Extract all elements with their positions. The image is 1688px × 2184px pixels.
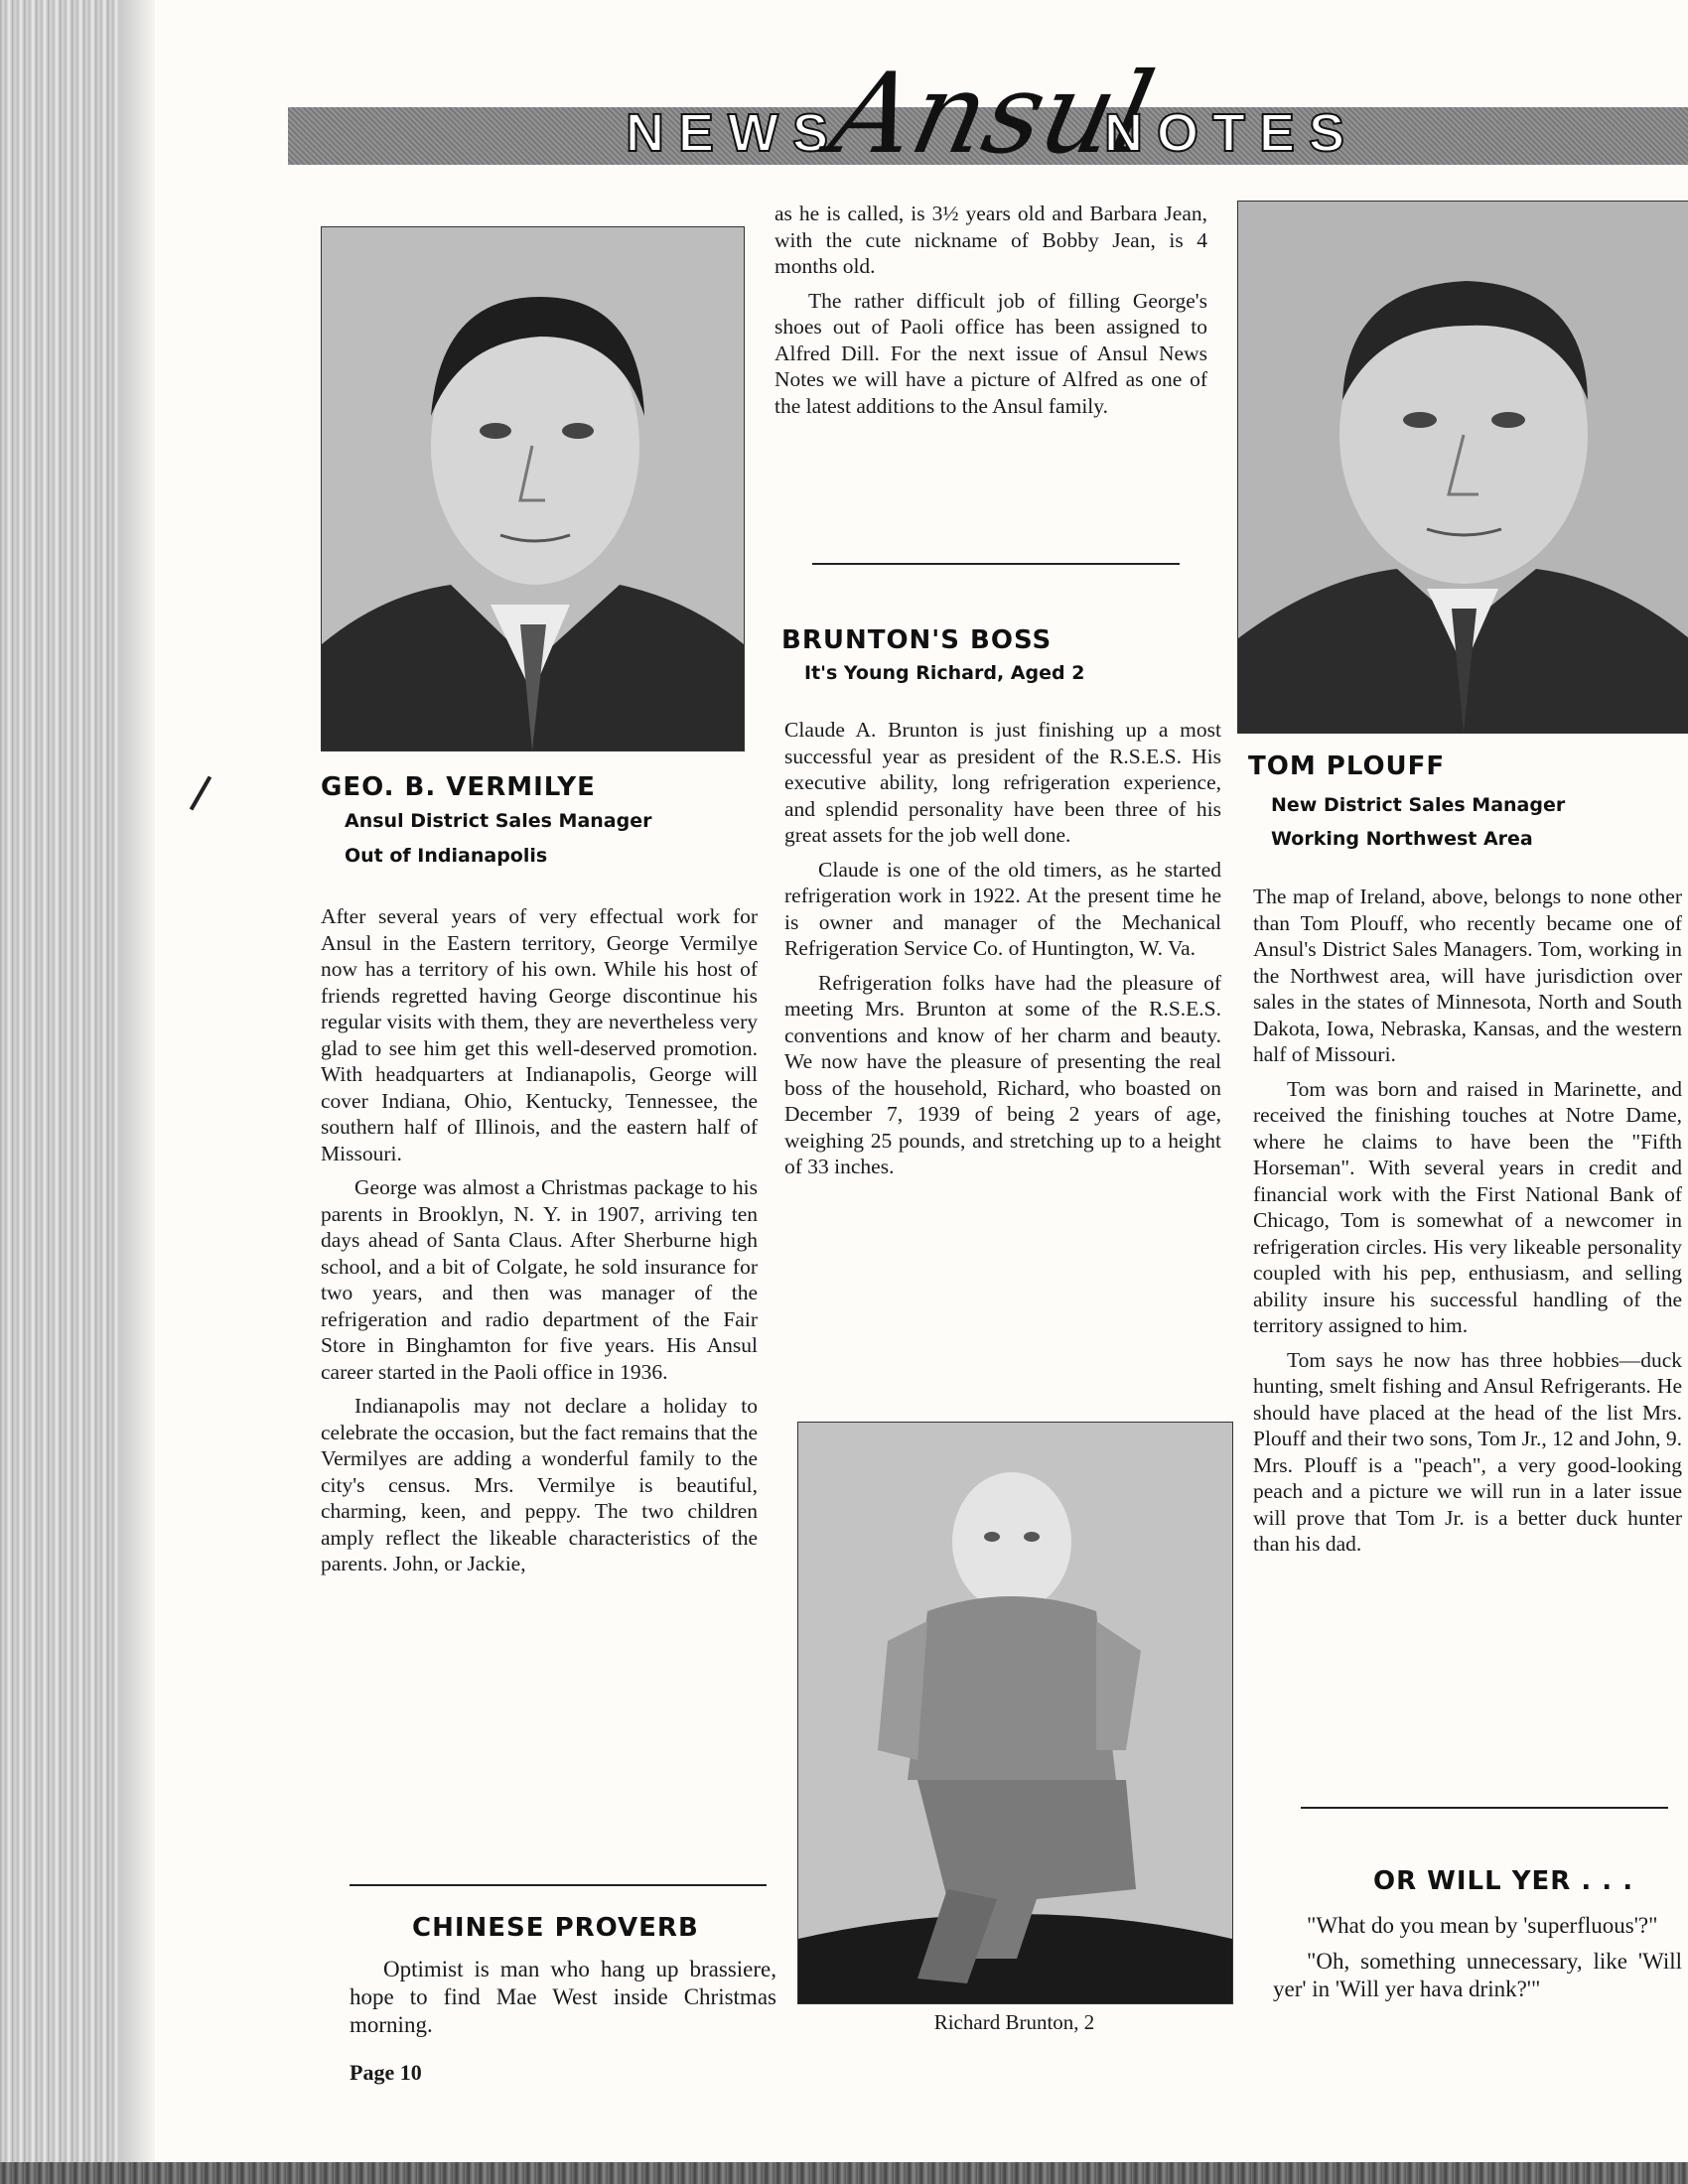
brunton-article	[784, 717, 1221, 1188]
page-number: Page 10	[350, 2060, 422, 2085]
vermilye-subtitle-1: Ansul District Sales Manager	[345, 810, 652, 832]
header-ansul-script: Ansul	[820, 50, 1165, 179]
plouff-article	[1253, 884, 1682, 1566]
vermilye-paragraph: After several years of very effectual work for Ansul in the Eastern territory, George Vermilye now has a territory of his own. While his host of friends regretted having George discontinue his regular visits with them, they are nevertheless very glad to see him get this well-deserved promotion. With headquarters at Indianapolis, George will cover Indiana, Ohio, Kentucky, Tennessee, the southern half of Illinois, and the eastern half of Missouri.	[321, 904, 758, 1165]
page-gutter	[119, 0, 155, 2184]
page-bottom-edge	[0, 2162, 1688, 2184]
vermilye-paragraph: as he is called, is 3½ years old and Barbara Jean, with the cute nickname of Bobby Jean, is 4 months old.	[774, 202, 1207, 278]
brunton-title: BRUNTON'S BOSS	[781, 625, 1053, 655]
vermilye-paragraph: The rather difficult job of filling George's shoes out of Paoli office has been assigned to Alfred Dill. For the next issue of Ansul News Notes we will have a picture of Alfred as one of the latest additions to the Ansul family.	[774, 288, 1207, 418]
plouff-paragraph: Tom says he now has three hobbies—duck hunting, smelt fishing and Ansul Refrigerants. He should have placed at the head of the list Mrs. Plouff and their two sons, Tom Jr., 12 and John, 9. Mrs. Plouff is a "peach", a very good-looking peach and a picture we will run in a later issue will prove that Tom Jr. is a better duck hunter than his dad.	[1253, 1347, 1682, 1556]
proverb-text	[350, 1956, 776, 2047]
brunton-subtitle: It's Young Richard, Aged 2	[804, 662, 1085, 684]
brunton-paragraph: Claude A. Brunton is just finishing up a most successful year as president of the R.S.E.S. His executive ability, long refrigeration experience, and splendid personality have been three of his great assets for the job well done.	[784, 718, 1221, 847]
or-will-yer-text	[1273, 1912, 1682, 2011]
vermilye-title: GEO. B. VERMILYE	[321, 772, 596, 802]
proverb-paragraph: Optimist is man who hang up brassiere, hope to find Mae West inside Christmas morning.	[350, 1957, 776, 2037]
vermilye-subtitle-2: Out of Indianapolis	[345, 845, 548, 867]
pen-mark	[190, 776, 211, 811]
vermilye-paragraph: Indianapolis may not declare a holiday to celebrate the occasion, but the fact remains that the Vermilyes are adding a wonderful family to the city's census. Mrs. Vermilye is beautiful, charming, keen, and peppy. The two children amply reflect the likeable characteristics of the parents. John, or Jackie,	[321, 1394, 758, 1575]
plouff-subtitle-2: Working Northwest Area	[1271, 828, 1533, 850]
plouff-paragraph: The map of Ireland, above, belongs to none other than Tom Plouff, who recently became one of Ansul's District Sales Managers. Tom, working in the Northwest area, will have jurisdiction over sales in the states of Minnesota, North and South Dakota, Iowa, Nebraska, Kansas, and the western half of Missouri.	[1253, 885, 1682, 1066]
or-will-yer-line: "What do you mean by 'superfluous'?"	[1307, 1913, 1658, 1938]
richard-brunton-photo	[797, 1422, 1233, 2004]
brunton-divider	[812, 563, 1180, 565]
vermilye-paragraph: George was almost a Christmas package to his parents in Brooklyn, N. Y. in 1907, arriving ten days ahead of Santa Claus. After Sherburne high school, and a bit of Colgate, he sold insurance for two years, and then was manager of the refrigeration and radio department of the Fair Store in Binghamton for five years. His Ansul career started in the Paoli office in 1936.	[321, 1175, 758, 1384]
brunton-paragraph: Claude is one of the old timers, as he started refrigeration work in 1922. At the present time he is owner and manager of the Mechanical Refrigeration Service Co. of Huntington, W. Va.	[784, 857, 1221, 960]
plouff-subtitle-1: New District Sales Manager	[1271, 794, 1566, 816]
header-notes-word: NOTES	[1104, 103, 1359, 163]
or-will-yer-line: "Oh, something unnecessary, like 'Will yer' in 'Will yer hava drink?'"	[1273, 1949, 1682, 2001]
brunton-paragraph: Refrigeration folks have had the pleasure of meeting Mrs. Brunton at some of the R.S.E.S. conventions and know of her charm and beauty. We now have the pleasure of presenting the real boss of the household, Richard, who boasted on December 7, 1939 of being 2 years of age, weighing 25 pounds, and stretching up to a height of 33 inches.	[784, 970, 1221, 1178]
proverb-divider	[350, 1884, 767, 1886]
header-news-word: NEWS	[626, 103, 842, 163]
or-will-yer-title: OR WILL YER . . .	[1373, 1866, 1634, 1896]
proverb-title: CHINESE PROVERB	[412, 1913, 699, 1943]
richard-brunton-caption: Richard Brunton, 2	[933, 2010, 1095, 2034]
plouff-title: TOM PLOUFF	[1248, 751, 1446, 781]
plouff-paragraph: Tom was born and raised in Marinette, and received the finishing touches at Notre Dame, where he claims to have been the "Fifth Horseman". With several years in credit and financial work with the First National Bank of Chicago, Tom is somewhat of a newcomer in refrigeration circles. His very likeable personality coupled with his pep, enthusiasm, and selling ability insure his successful handling of the territory assigned to him.	[1253, 1076, 1682, 1337]
plouff-portrait	[1237, 201, 1688, 734]
or-will-yer-divider	[1301, 1807, 1668, 1809]
vermilye-article	[321, 903, 758, 1585]
vermilye-article-continued	[774, 201, 1207, 427]
vermilye-portrait	[321, 226, 745, 751]
